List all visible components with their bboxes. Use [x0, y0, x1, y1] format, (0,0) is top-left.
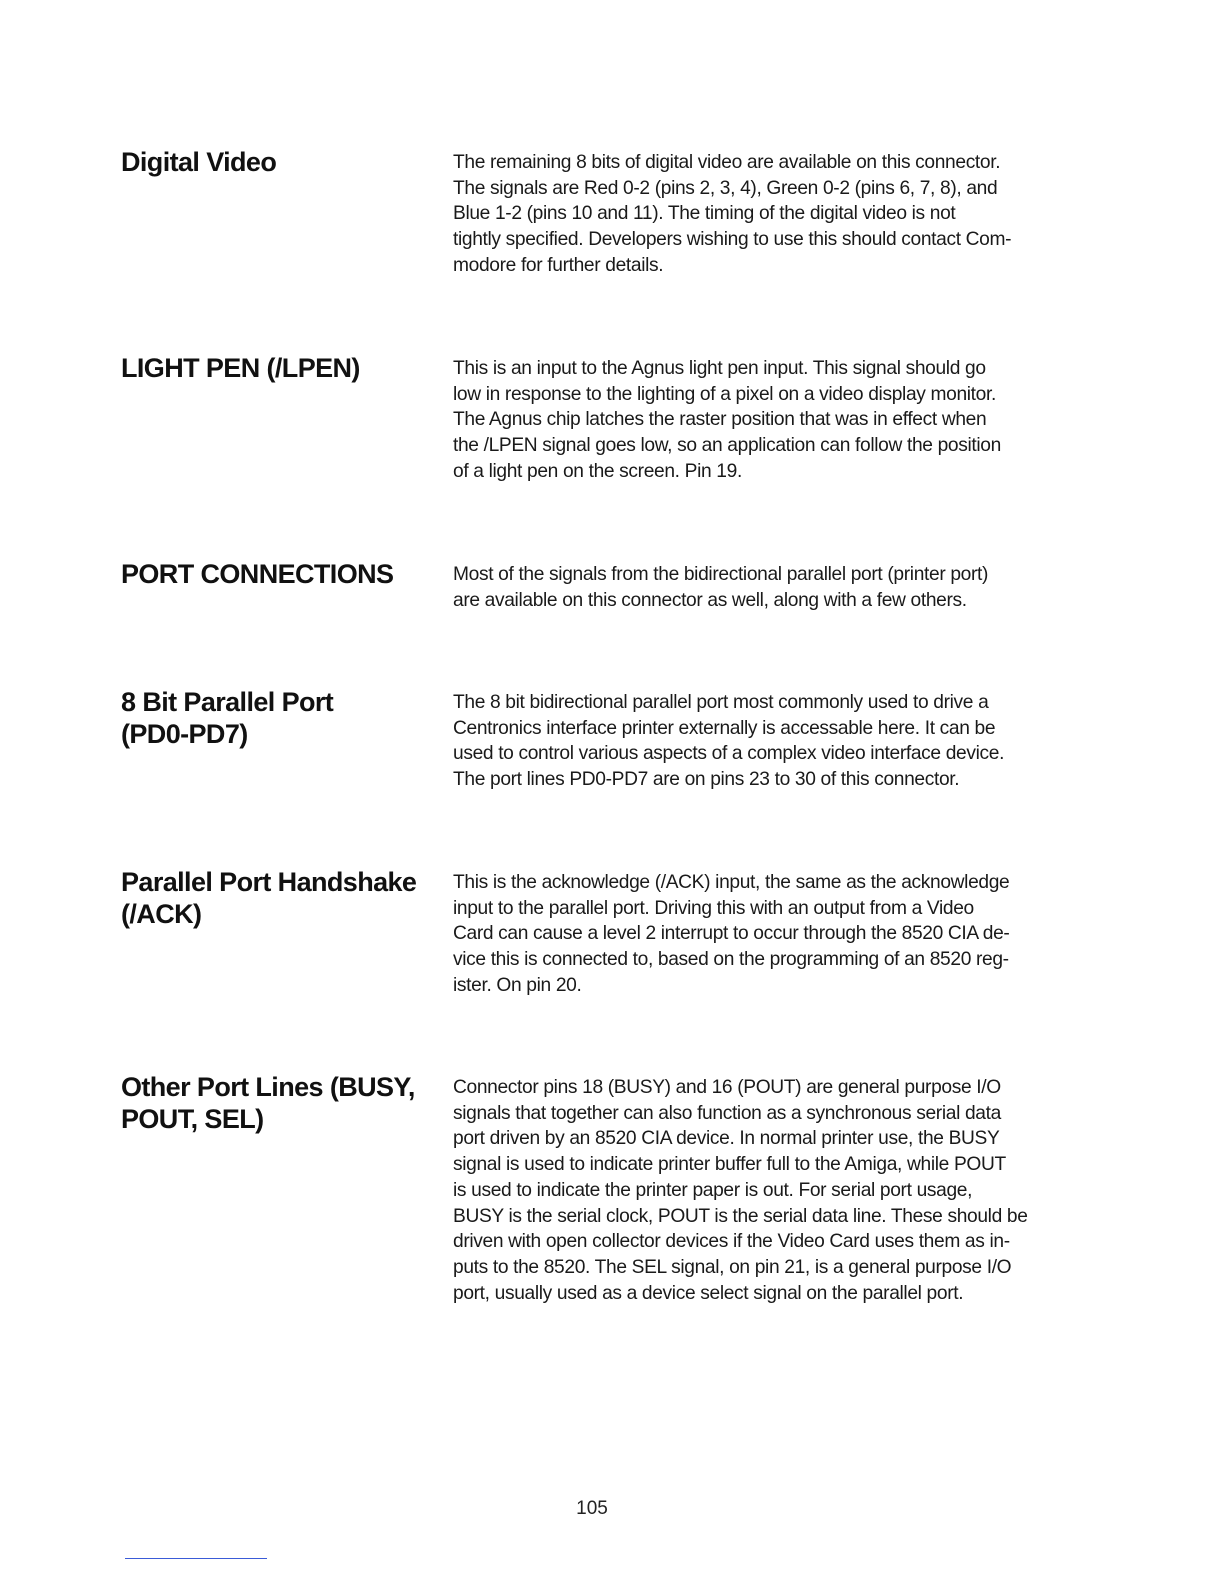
page-number: 105 [576, 1498, 608, 1519]
section-heading: Digital Video [121, 147, 277, 177]
section-body: This is the acknowledge (/ACK) input, the same as the acknowledge input to the parallel port. Driving this with an output from a Video Card can cause a level 2 interrupt to occur through the 8520 CIA de- vice this is connected to, based on the programming of an 8520 reg- ister. On pin 20. [453, 872, 1010, 996]
section-heading: 8 Bit Parallel Port (PD0-PD7) [121, 687, 334, 749]
section-body: The 8 bit bidirectional parallel port most commonly used to drive a Centronics interface printer externally is accessable here. It can be used to control various aspects of a complex video interface device. The port lines PD0-PD7 are on pins 23 to 30 of this connector. [453, 692, 1005, 791]
section-body: The remaining 8 bits of digital video are available on this connector. The signals are Red 0-2 (pins 2, 3, 4), Green 0-2 (pins 6, 7, 8), and Blue 1-2 (pins 10 and 11). The timing of the digital video is not tightly specified. Developers wishing to use this should contact Com- modore for further details. [453, 152, 1012, 276]
section-body: Most of the signals from the bidirectional parallel port (printer port) are available on this connector as well, along with a few others. [453, 564, 989, 611]
section-heading: Other Port Lines (BUSY, POUT, SEL) [121, 1072, 415, 1134]
footer-divider [125, 1558, 267, 1559]
section-heading: LIGHT PEN (/LPEN) [121, 353, 360, 383]
section-heading: PORT CONNECTIONS [121, 559, 394, 589]
section-body: This is an input to the Agnus light pen input. This signal should go low in response to the lighting of a pixel on a video display monitor. The Agnus chip latches the raster position that was in effect when the /LPEN signal goes low, so an application can follow the position of a light pen on the screen. Pin 19. [453, 358, 1001, 482]
section-heading: Parallel Port Handshake (/ACK) [121, 867, 417, 929]
section-body: Connector pins 18 (BUSY) and 16 (POUT) are general purpose I/O signals that together can also function as a synchronous serial data port driven by an 8520 CIA device. In normal printer use, the BUSY signal is used to indicate printer buffer full to the Amiga, while POUT is used to indicate the printer paper is out. For serial port usage, BUSY is the serial clock, POUT is the serial data line. These should be driven with open collector devices if the Video Card uses them as in- puts to the 8520. The SEL signal, on pin 21, is a general purpose I/O port, usually used as a device select signal on the parallel port. [453, 1077, 1028, 1304]
